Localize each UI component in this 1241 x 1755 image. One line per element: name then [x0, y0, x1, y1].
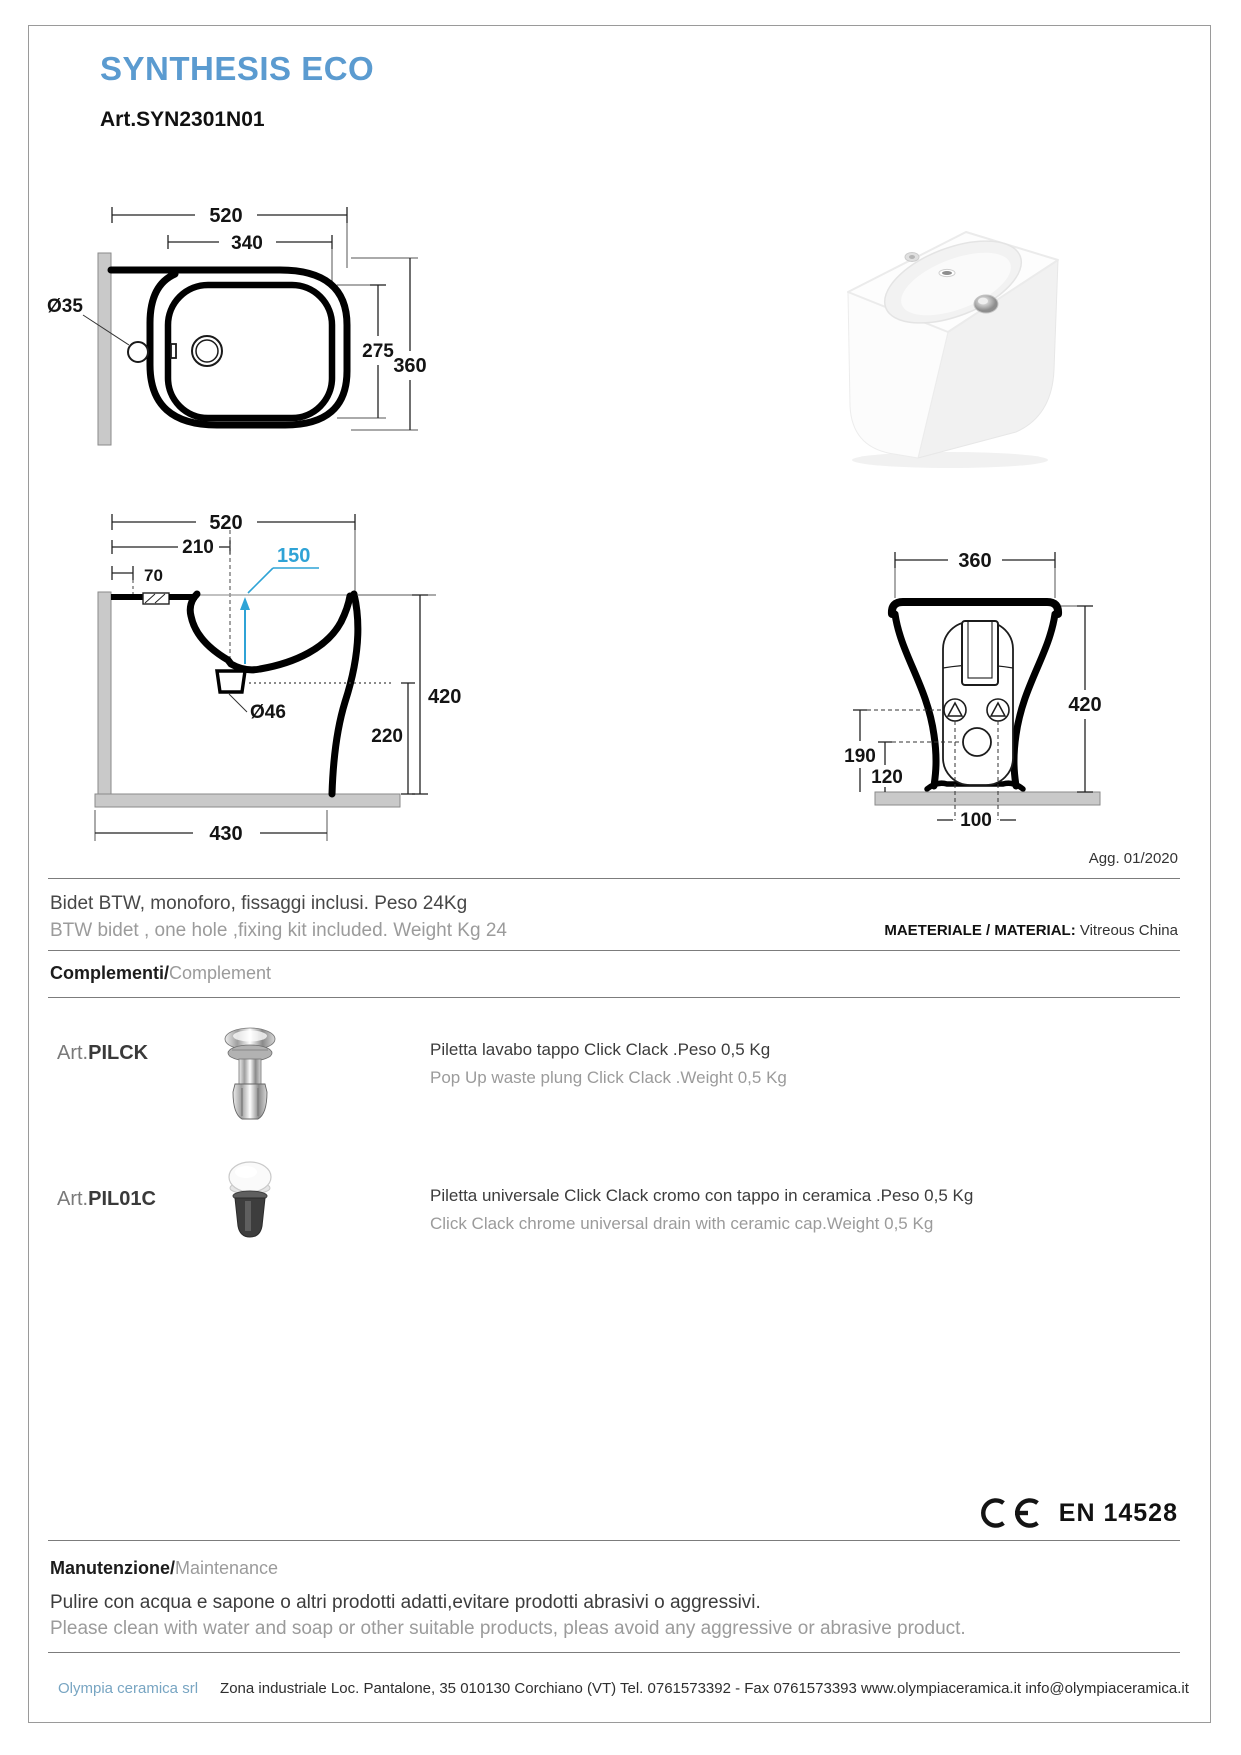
- complement-desc-it: Piletta universale Click Clack cromo con tappo in ceramica .Peso 0,5 Kg: [430, 1186, 974, 1205]
- page-title: SYNTHESIS ECO: [100, 50, 375, 87]
- material-value: Vitreous China: [1075, 922, 1178, 939]
- footer: [58, 1680, 1189, 1697]
- dim-rear-fix-height: 190: [844, 746, 876, 767]
- pilck-product-image: [222, 1026, 278, 1122]
- divider: [48, 1652, 1180, 1653]
- dim-side-rim-height: 150: [277, 545, 311, 567]
- rear-view-drawing: [755, 490, 1185, 835]
- complement-desc-en: Click Clack chrome universal drain with ceramic cap.Weight 0,5 Kg: [430, 1214, 934, 1233]
- company-address: Zona industriale Loc. Pantalone, 35 010130 Corchiano (VT) Tel. 0761573392 - Fax 0761573393 www.olympiaceramica.it info@olympiaceramica.it: [220, 1680, 1189, 1697]
- standard-code: EN 14528: [1058, 1498, 1178, 1527]
- complement-desc-it: Piletta lavabo tappo Click Clack .Peso 0,5 Kg: [430, 1040, 771, 1059]
- dim-side-drain-height: 220: [371, 726, 403, 747]
- complement-code-pilck: Art.PILCK: [57, 1042, 149, 1064]
- dim-side-base: 430: [209, 823, 243, 845]
- divider: [48, 997, 1180, 998]
- dim-rear-base-width: 100: [960, 810, 992, 831]
- maintenance-text-it: Pulire con acqua e sapone o altri prodotti adatti,evitare prodotti abrasivi o aggressivi.: [50, 1592, 761, 1613]
- material-line: [884, 922, 1178, 939]
- dim-top-width: 520: [209, 205, 243, 227]
- dim-rear-mid-height: 120: [871, 767, 903, 788]
- dim-side-height: 420: [428, 686, 462, 708]
- revision-date: Agg. 01/2020: [1088, 850, 1178, 867]
- company-name: Olympia ceramica srl: [58, 1680, 199, 1697]
- dim-top-depth: 360: [393, 355, 427, 377]
- product-description-it: Bidet BTW, monoforo, fissaggi inclusi. Peso 24Kg: [50, 893, 468, 914]
- material-label: MAETERIALE / MATERIAL:: [884, 922, 1076, 939]
- divider: [48, 878, 1180, 879]
- certification-row: [977, 1496, 1178, 1530]
- complements-heading: Complementi/Complement: [50, 963, 272, 983]
- dim-side-wall: 70: [144, 566, 163, 585]
- divider: [48, 1540, 1180, 1541]
- dim-rear-width: 360: [958, 550, 992, 572]
- dim-top-inner-depth: 275: [362, 341, 394, 362]
- pil01c-product-image: [226, 1160, 274, 1242]
- maintenance-heading: Manutenzione/Maintenance: [50, 1558, 279, 1578]
- dim-side-drain: Ø46: [250, 702, 286, 723]
- dim-top-inner-width: 340: [231, 233, 263, 254]
- article-code: Art.SYN2301N01: [100, 108, 265, 131]
- complement-code-pil01c: Art.PIL01C: [57, 1188, 156, 1210]
- dim-side-width: 520: [209, 512, 243, 534]
- product-description-en: BTW bidet , one hole ,fixing kit included. Weight Kg 24: [50, 920, 507, 941]
- side-view-drawing: [45, 450, 475, 850]
- complement-desc-en: Pop Up waste plung Click Clack .Weight 0,5 Kg: [430, 1068, 787, 1087]
- product-photo: [820, 210, 1070, 475]
- dim-rear-height: 420: [1068, 694, 1102, 716]
- ce-mark-icon: [977, 1496, 1045, 1530]
- maintenance-text-en: Please clean with water and soap or other suitable products, pleas avoid any aggressive or abrasive product.: [50, 1618, 966, 1639]
- dim-side-tap: 210: [182, 537, 214, 558]
- top-view-drawing: [45, 175, 455, 447]
- dim-top-hole: Ø35: [47, 296, 83, 317]
- divider: [48, 950, 1180, 951]
